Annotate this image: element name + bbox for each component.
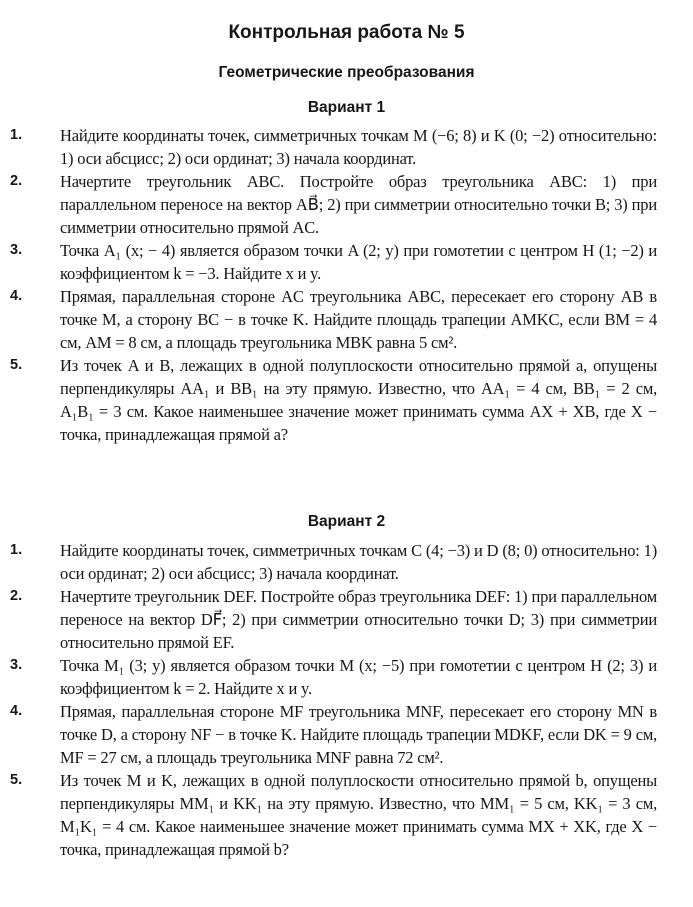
task-text: Точка A₁ (x; − 4) является образом точки A (2; y) при гомотетии с центром H (1; −2) и коэффициентом k = −3. Найдите x и y. (60, 241, 657, 283)
task-number: 2. (10, 173, 23, 189)
task-item (10, 654, 657, 700)
task-number: 2. (10, 588, 23, 604)
task-text: Из точек M и K, лежащих в одной полуплоскости относительно прямой b, опущены перпендикуляры MM₁ и KK₁ на эту прямую. Известно, что MM₁ = 5 см, KK₁ = 3 см, M₁K₁ = 4 см. Какое наименьшее значение может принимать сумма MX + XK, где X − точка, принадлежащая прямой b? (60, 771, 657, 859)
variant-2-tasks (10, 539, 657, 861)
task-text: Точка M₁ (3; y) является образом точки M (x; −5) при гомотетии с центром H (2; 3) и коэффициентом k = 2. Найдите x и y. (60, 656, 657, 698)
task-item (10, 769, 657, 861)
task-item (10, 239, 657, 285)
task-number: 4. (10, 288, 23, 304)
task-text: Из точек A и B, лежащих в одной полуплоскости относительно прямой a, опущены перпендикуляры AA₁ и BB₁ на эту прямую. Известно, что AA₁ = 4 см, BB₁ = 2 см, A₁B₁ = 3 см. Какое наименьшее значение может принимать сумма AX + XB, где X − точка, принадлежащая прямой a? (60, 356, 657, 444)
variant-1-heading: Вариант 1 (307, 99, 386, 116)
task-item (10, 124, 657, 170)
task-item (10, 285, 657, 354)
task-number: 4. (10, 703, 23, 719)
task-number: 3. (10, 657, 23, 673)
task-item (10, 170, 657, 239)
task-text: Начертите треугольник ABC. Постройте образ треугольника ABC: 1) при параллельном переносе на вектор AB⃗; 2) при симметрии относительно точки B; 3) при симметрии относительно прямой AC. (60, 172, 657, 237)
task-number: 5. (10, 357, 23, 373)
task-text: Найдите координаты точек, симметричных точкам M (−6; 8) и K (0; −2) относительно: 1) оси абсцисс; 2) оси ординат; 3) начала координат. (60, 126, 657, 168)
variant-1-tasks (10, 124, 657, 446)
task-item (10, 354, 657, 446)
variant-2-heading: Вариант 2 (307, 513, 386, 530)
task-text: Начертите треугольник DEF. Постройте образ треугольника DEF: 1) при параллельном переносе на вектор DF⃗; 2) при симметрии относительно точки D; 3) при симметрии относительно прямой EF. (60, 587, 657, 652)
task-item (10, 700, 657, 769)
task-item (10, 539, 657, 585)
task-item (10, 585, 657, 654)
page-subtitle: Геометрические преобразования (218, 64, 475, 81)
task-number: 1. (10, 127, 23, 143)
task-number: 5. (10, 772, 23, 788)
task-text: Прямая, параллельная стороне MF треугольника MNF, пересекает его сторону MN в точке D, а сторону NF − в точке K. Найдите площадь трапеции MDKF, если DK = 9 см, MF = 27 см, а площадь треугольника MNF равна 72 см². (60, 702, 657, 767)
task-number: 3. (10, 242, 23, 258)
task-number: 1. (10, 542, 23, 558)
task-text: Прямая, параллельная стороне AC треугольника ABC, пересекает его сторону AB в точке M, а сторону BC − в точке K. Найдите площадь трапеции AMKC, если BM = 4 см, AM = 8 см, а площадь треугольника MBK равна 5 см². (60, 287, 657, 352)
task-text: Найдите координаты точек, симметричных точкам C (4; −3) и D (8; 0) относительно: 1) оси ординат; 2) оси абсцисс; 3) начала координат. (60, 541, 657, 583)
page-title: Контрольная работа № 5 (228, 22, 465, 43)
